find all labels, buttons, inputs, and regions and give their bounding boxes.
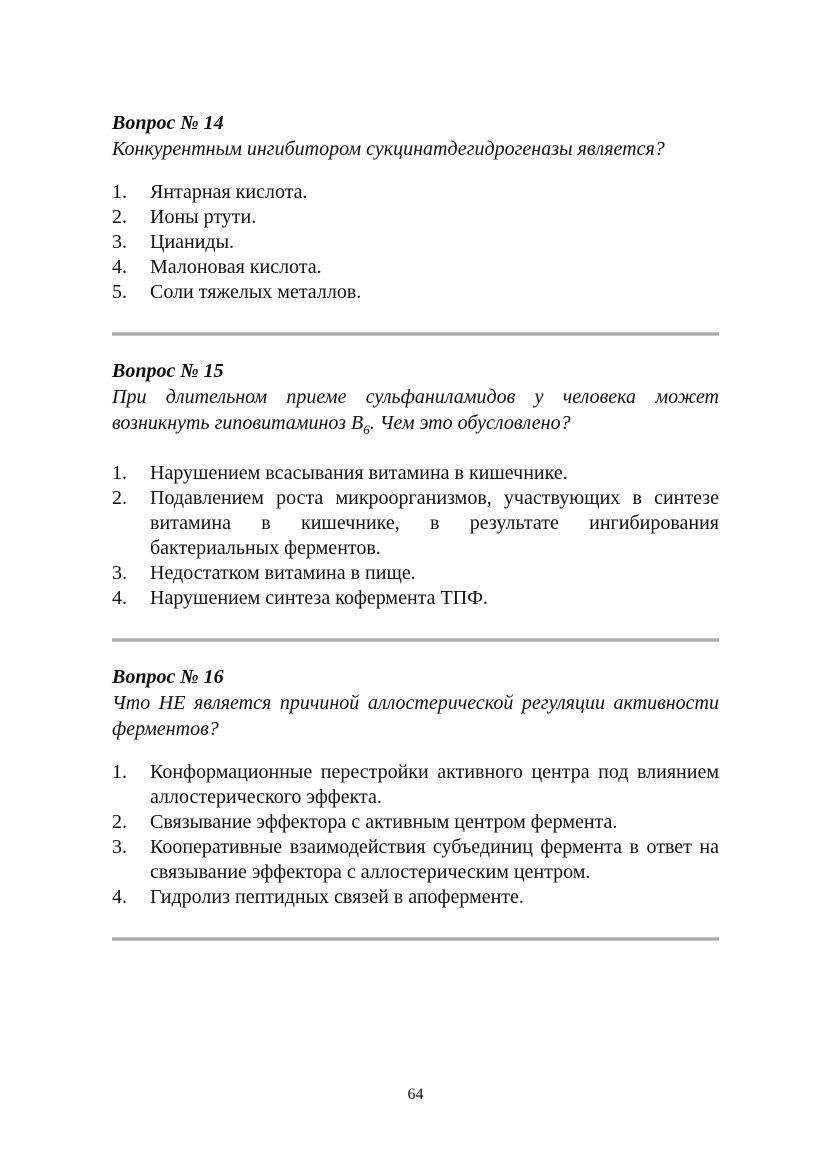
question-text-end: . Чем это обусловлено?: [369, 412, 571, 434]
question-text: [112, 384, 719, 443]
question-15: [112, 358, 719, 611]
answer-number: 5.: [112, 281, 127, 303]
question-text: Конкурентным ингибитором сукцинатдегидрогеназы является?: [112, 138, 665, 160]
answer-text: Нарушением всасывания витамина в кишечнике.: [150, 462, 568, 484]
section-divider: [112, 937, 719, 941]
answer-list: [112, 461, 719, 611]
answer-text: Ионы ртути.: [150, 206, 257, 228]
answer-text: Недостатком витамина в пище.: [150, 562, 416, 584]
answer-item: [112, 255, 719, 280]
question-title: Вопрос № 15: [112, 360, 224, 382]
section-divider: [112, 638, 719, 642]
answer-number: 4.: [112, 587, 127, 609]
answer-item: [112, 586, 719, 611]
answer-number: 1.: [112, 462, 127, 484]
section-divider: [112, 332, 719, 336]
answer-number: 3.: [112, 836, 127, 858]
answer-text: Связывание эффектора с активным центром фермента.: [150, 811, 618, 833]
answer-item: [112, 885, 719, 910]
answer-list: [112, 760, 719, 910]
answer-item: [112, 486, 719, 561]
answer-text: Янтарная кислота.: [150, 181, 308, 203]
answer-number: 2.: [112, 487, 127, 509]
question-text: Что НЕ является причиной аллостерической регуляции активности ферментов?: [112, 692, 719, 740]
answer-text: Нарушением синтеза кофермента ТПФ.: [150, 587, 488, 609]
answer-item: [112, 230, 719, 255]
page-content: [112, 110, 719, 941]
question-text-main: При длительном приеме сульфаниламидов у человека может возникнуть гиповитаминоз B: [112, 386, 719, 434]
answer-text: Цианиды.: [150, 231, 235, 253]
answer-text: Конформационные перестройки активного центра под влиянием аллостерического эффекта.: [150, 761, 719, 808]
answer-number: 4.: [112, 256, 127, 278]
question-title: Вопрос № 16: [112, 666, 224, 688]
answer-text: Подавлением роста микроорганизмов, участвующих в синтезе витамина в кишечнике, в результате ингибирования бактериальных ферментов.: [150, 487, 719, 559]
answer-text: Кооперативные взаимодействия субъединиц фермента в ответ на связывание эффектора с аллостерическим центром.: [150, 836, 719, 883]
question-title: Вопрос № 14: [112, 112, 224, 134]
answer-item: [112, 561, 719, 586]
answer-item: [112, 180, 719, 205]
question-14: [112, 110, 719, 305]
vitamin-subscript: 6: [363, 422, 370, 437]
answer-item: [112, 810, 719, 835]
answer-number: 3.: [112, 562, 127, 584]
answer-item: [112, 461, 719, 486]
answer-text: Соли тяжелых металлов.: [150, 281, 362, 303]
answer-number: 2.: [112, 206, 127, 228]
answer-text: Гидролиз пептидных связей в апоферменте.: [150, 886, 524, 908]
answer-number: 2.: [112, 811, 127, 833]
question-16: [112, 664, 719, 910]
answer-text: Малоновая кислота.: [150, 256, 322, 278]
answer-item: [112, 760, 719, 810]
answer-item: [112, 835, 719, 885]
answer-number: 1.: [112, 181, 127, 203]
answer-item: [112, 280, 719, 305]
answer-list: [112, 180, 719, 305]
answer-item: [112, 205, 719, 230]
answer-number: 4.: [112, 886, 127, 908]
page-number: 64: [407, 1086, 424, 1103]
answer-number: 3.: [112, 231, 127, 253]
answer-number: 1.: [112, 761, 127, 783]
